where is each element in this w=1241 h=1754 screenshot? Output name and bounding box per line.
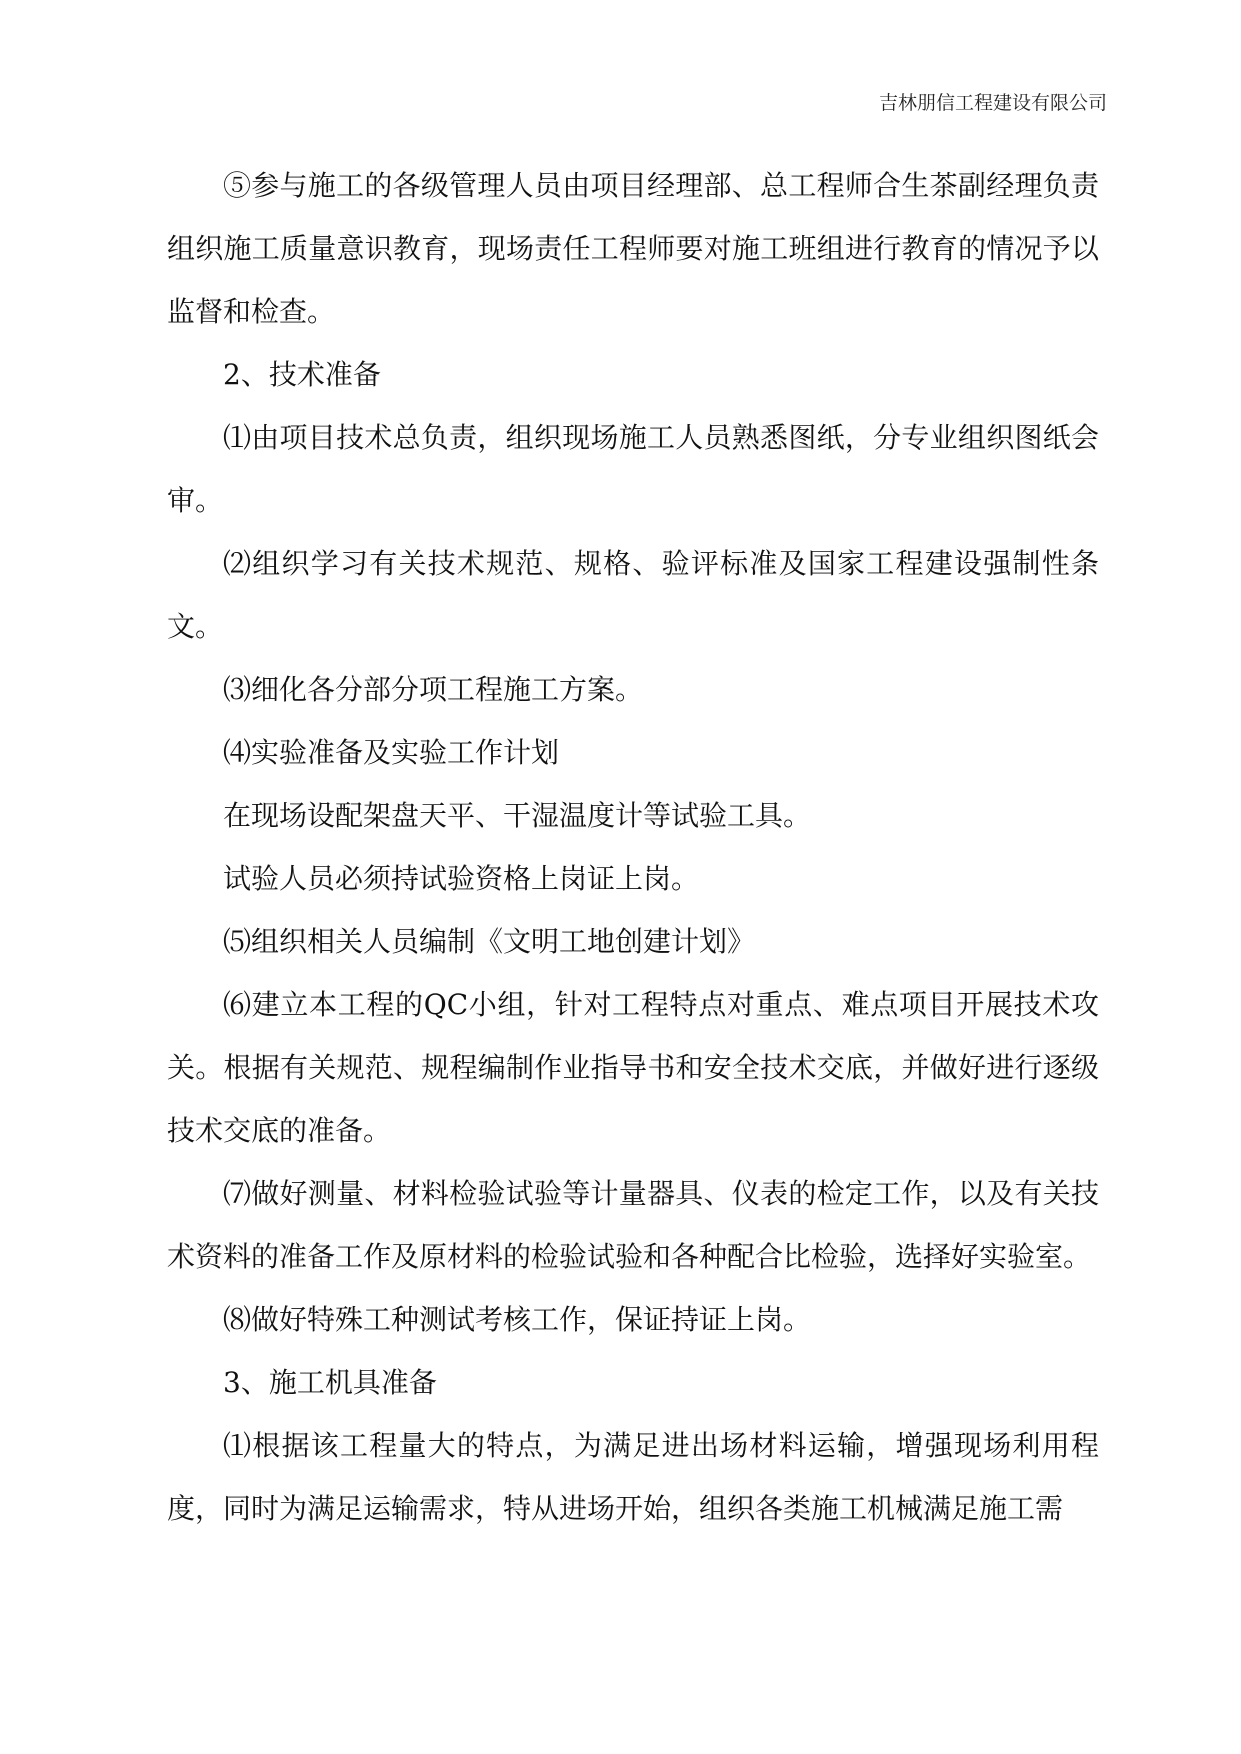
paragraph-standards-study: ⑵组织学习有关技术规范、规格、验评标准及国家工程建设强制性条文。 <box>167 547 1099 643</box>
page-header-company: 吉林朋信工程建设有限公司 <box>878 92 1107 114</box>
paragraph-qc-group: ⑹建立本工程的QC小组，针对工程特点对重点、难点项目开展技术攻关。根据有关规范、规程编制作业指导书和安全技术交底，并做好进行逐级技术交底的准备。 <box>167 988 1099 1147</box>
paragraph-test-tools: 在现场设配架盘天平、干湿温度计等试验工具。 <box>223 799 812 832</box>
paragraph-civilized-site: ⑸组织相关人员编制《文明工地创建计划》 <box>223 925 756 958</box>
paragraph-management-education: ⑤参与施工的各级管理人员由项目经理部、总工程师合生茶副经理负责组织施工质量意识教育，现场责任工程师要对施工班组进行教育的情况予以监督和检查。 <box>167 169 1099 328</box>
paragraph-drawing-review: ⑴由项目技术总负责，组织现场施工人员熟悉图纸，分专业组织图纸会审。 <box>167 421 1099 517</box>
section-heading-machinery-preparation: 3、施工机具准备 <box>223 1366 437 1399</box>
paragraph-test-personnel: 试验人员必须持试验资格上岗证上岗。 <box>223 862 700 895</box>
document-body <box>167 154 1099 1540</box>
section-heading-technical-preparation: 2、技术准备 <box>223 358 381 391</box>
paragraph-measurement-instruments: ⑺做好测量、材料检验试验等计量器具、仪表的检定工作，以及有关技术资料的准备工作及原材料的检验试验和各种配合比检验，选择好实验室。 <box>167 1177 1099 1273</box>
paragraph-special-workers: ⑻做好特殊工种测试考核工作，保证持证上岗。 <box>223 1303 812 1336</box>
paragraph-construction-plan: ⑶细化各分部分项工程施工方案。 <box>223 673 644 706</box>
paragraph-experiment-plan: ⑷实验准备及实验工作计划 <box>223 736 560 769</box>
paragraph-machinery-organization: ⑴根据该工程量大的特点，为满足进出场材料运输，增强现场利用程度，同时为满足运输需求，特从进场开始，组织各类施工机械满足施工需 <box>167 1429 1099 1525</box>
